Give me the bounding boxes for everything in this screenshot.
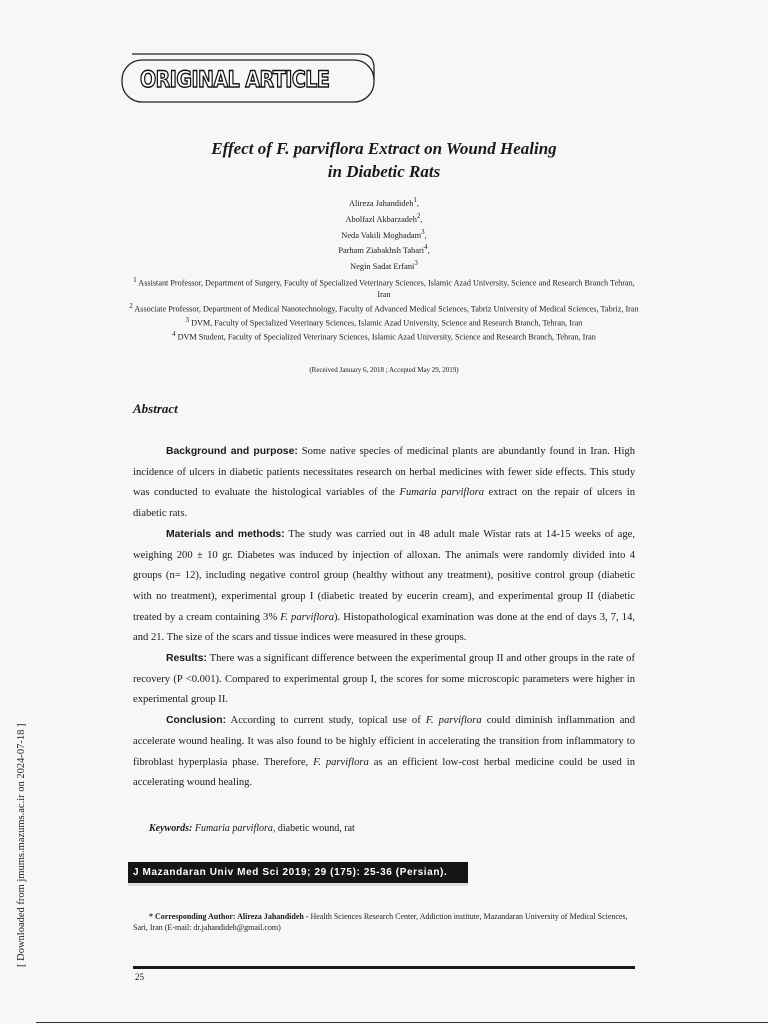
author: Negin Sadat Erfani$^3$ — [350, 259, 418, 271]
keywords: Keywords: Fumaria parviflora, diabetic wound, rat — [149, 823, 355, 834]
affiliation: $^1$ Assistant Professor, Department of Surgery, Faculty of Specialized Veterinary Sciences, Islamic Azad University, Science and Research Branch Tehran, Iran — [133, 277, 635, 300]
author: Abolfazl Akbarzadeh$^2$, — [345, 211, 423, 224]
affiliation: $^3$ DVM, Faculty of Specialized Veterinary Sciences, Islamic Azad University, Science and Research Branch, Tehran, Iran — [185, 316, 583, 328]
paper-title — [110, 137, 658, 183]
journal-citation: J Mazandaran Univ Med Sci 2019; 29 (175): 25-36 (Persian). — [128, 862, 468, 886]
author-list — [200, 194, 568, 273]
author: Neda Vakili Moghadam$^3$, — [341, 227, 427, 240]
article-type-label: ORIGINAL ARTICLE — [140, 67, 330, 93]
affiliation: $^2$ Associate Professor, Department of Medical Nanotechnology, Faculty of Advanced Medical Sciences, Tabriz University of Medical Sciences, Tabriz, Iran — [129, 302, 639, 314]
page-number: 25 — [135, 972, 144, 982]
received-dates: (Received January 6, 2018 ; Accepted May 29, 2019) — [309, 366, 459, 374]
affiliation-list — [128, 275, 640, 343]
title-line-1: Effect of F. parviflora Extract on Wound Healing — [211, 139, 557, 158]
abstract-results: Results: There was a significant difference between the experimental group II and other groups in the rate of recovery (P <0.001). Compared to experimental group I, the scores for some microscopic parameters were higher in experimental group II. — [133, 653, 635, 706]
abstract-methods: Materials and methods: The study was carried out in 48 adult male Wistar rats at 14-15 weeks of age, weighing 200 ± 10 gr. Diabetes was induced by injection of alloxan. The animals were randomly divided into 4 groups (n= 12), including negative control group (healthy without any treatment), positive control group (diabetic with no treatment), experimental group I (diabetic treated by eucerin cream), and experimental group II (diabetic treated by a cream containing 3% F. parviflora). Histopathological examination was done at the end of days 3, 7, 14, and 21. The size of the scars and tissue indices were measured in these groups. — [133, 528, 636, 644]
affiliation: $^4$ DVM Student, Faculty of Specialized Veterinary Sciences, Islamic Azad University, Science and Research Branch, Tehran, Iran — [172, 331, 596, 342]
abstract-background: Background and purpose: Some native species of medicinal plants are abundantly found in Iran. High incidence of ulcers in diabetic patients necessitates research on herbal medicines with fewer side effects. This study was conducted to evaluate the histological variables of the Fumaria parviflora extract on the repair of ulcers in diabetic rats. — [133, 446, 636, 520]
download-watermark: [ Downloaded from jmums.mazums.ac.ir on 2024-07-18 ] — [16, 723, 27, 967]
author: Parham Ziabakhsh Tabari$^4$, — [338, 243, 430, 256]
abstract-heading: Abstract — [133, 401, 178, 416]
bottom-rule — [36, 1022, 768, 1023]
article-type-banner — [120, 50, 376, 104]
abstract-body — [133, 442, 635, 794]
footer-rule — [133, 966, 635, 969]
title-line-2: in Diabetic Rats — [327, 162, 441, 181]
abstract-conclusion: Conclusion: According to current study, topical use of F. parviflora could diminish inflammation and accelerate wound healing. It was also found to be highly efficient in accelerating the transition from inflammatory to fibroblast hyperplasia phase. Therefore, F. parviflora as an efficient low-cost herbal medicine could be used in accelerating wound healing. — [133, 715, 635, 789]
corresponding-author: * Corresponding Author: Alireza Jahandideh - Health Sciences Research Center, Addiction institute, Mazandaran University of Medical Sciences, Sari, Iran (E-mail: dr.jahandideh@gmail.com) — [133, 912, 628, 932]
author: Alireza Jahandideh$^1$, — [348, 196, 419, 208]
